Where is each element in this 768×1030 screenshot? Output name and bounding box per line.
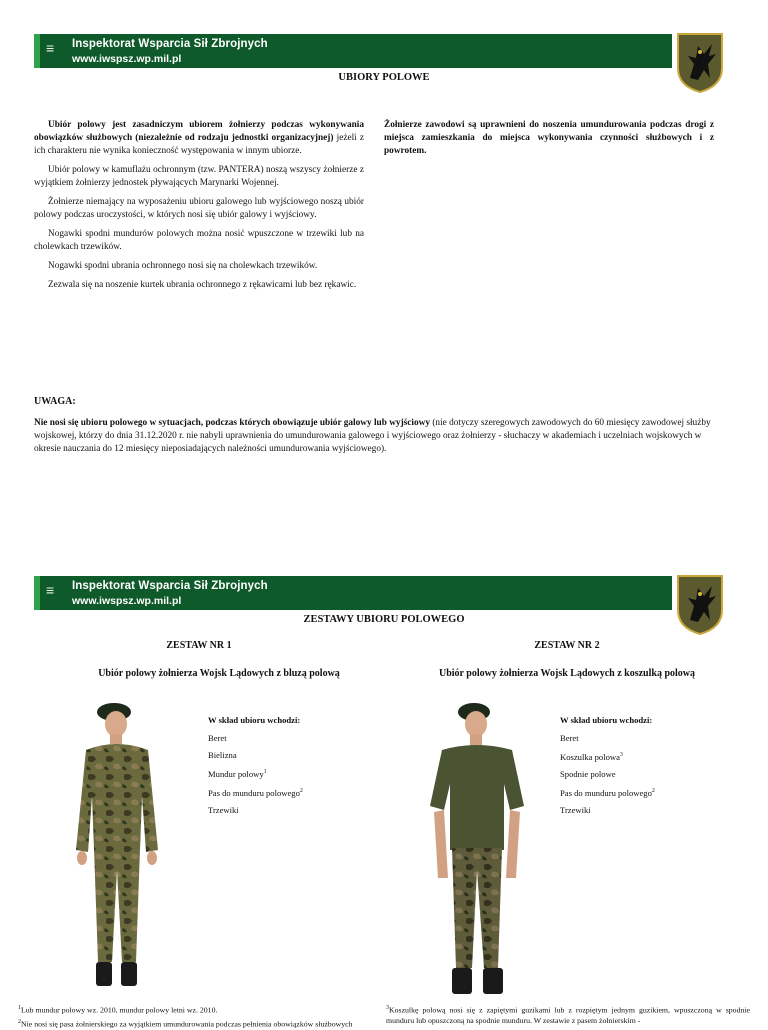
footnote-1: $^1$Lub mundur polowy wz. 2010, mundur polowy letni wz. 2010. <box>18 1005 218 1015</box>
soldier-camo-jacket-figure <box>68 700 168 992</box>
list-item: Pas do munduru polowego$^2$ <box>560 787 655 798</box>
menu-icon[interactable]: ≡ <box>46 582 55 598</box>
set2-list-heading: W skład ubioru wchodzi: <box>560 715 653 725</box>
org-url[interactable]: www.iwspsz.wp.mil.pl <box>72 53 182 65</box>
set1-list-heading: W skład ubioru wchodzi: <box>208 715 301 725</box>
banner-stripe <box>34 34 40 68</box>
header-banner-1 <box>34 34 672 68</box>
paragraph-trousers: Nogawki spodni mundurów polowych można nosić wpuszczone w trzewiki lub na cholewkach trzewików. <box>34 229 364 252</box>
list-item: Beret <box>208 733 227 743</box>
list-item: Trzewiki <box>560 804 591 815</box>
set2-title: ZESTAW NR 2 <box>534 640 600 651</box>
list-item: Pas do munduru polowego$^2$ <box>208 787 303 798</box>
page-title-2: ZESTAWY UBIORU POLOWEGO <box>303 614 465 625</box>
set1-items-list <box>208 712 303 819</box>
griffin-emblem-icon <box>676 574 724 636</box>
paragraph-jackets: Zezwala się na noszenie kurtek ubrania ochronnego z rękawicami lub bez rękawic. <box>48 280 357 290</box>
paragraph-pantera: Ubiór polowy w kamuflażu ochronnym (tzw. PANTERA) noszą wszyscy żołnierze z wyjątkiem żołnierzy jednostek pływających Marynarki Wojennej. <box>34 165 364 188</box>
uwaga-note: Nie nosi się ubioru polowego w sytuacjach, podczas których obowiązuje ubiór galowy lub wyjściowy (nie dotyczy szeregowych zawodowych do 60 miesięcy zawodowej służby wojskowej, którzy do dnia 31.12.2020 r. nie nabyli uprawnienia do umundurowania galowego i wyjściowego oraz żołnierzy - słuchaczy w akademiach i uczelniach wojskowych w okresie nauczania do 12 miesięcy nieposiadających należności umundurowania wyjściowego). <box>34 418 711 454</box>
menu-icon[interactable]: ≡ <box>46 40 55 56</box>
right-column: Żołnierze zawodowi są uprawnieni do noszenia umundurowania podczas drogi z miejsca zamieszkania do miejsca wykonywania czynności służbowych i z powrotem. <box>384 120 714 156</box>
griffin-emblem-icon <box>676 32 724 94</box>
set1-title: ZESTAW NR 1 <box>166 640 232 651</box>
paragraph-intro: Ubiór polowy jest zasadniczym ubiorem żołnierzy podczas wykonywania obowiązków służbowych (niezależnie od rodzaju jednostki organizacyjnej) jeżeli z ich charakteru nie wynika konieczność występowania w innym ubiorze. <box>34 120 364 156</box>
org-name: Inspektorat Wsparcia Sił Zbrojnych <box>72 38 268 50</box>
paragraph-protective-trousers: Nogawki spodni ubrania ochronnego nosi się na cholewkach trzewików. <box>48 261 318 271</box>
soldier-field-shirt-figure <box>428 700 528 1000</box>
list-item: Beret <box>560 733 579 743</box>
footnote-2: $^2$Nie nosi się pasa żołnierskiego za wyjątkiem umundurowania podczas pełnienia obowiązków służbowych <box>18 1019 353 1029</box>
set1-subtitle: Ubiór polowy żołnierza Wojsk Lądowych z bluzą polową <box>98 668 340 679</box>
org-name: Inspektorat Wsparcia Sił Zbrojnych <box>72 580 268 592</box>
paragraph-ceremony: Żołnierze niemający na wyposażeniu ubioru galowego lub wyjściowego noszą ubiór polowy podczas uroczystości, w których nosi się ubiór galowy i wyjściowy. <box>34 197 364 220</box>
list-item: Mundur polowy$^1$ <box>208 768 267 779</box>
list-item: Bielizna <box>208 750 237 760</box>
set2-items-list <box>560 712 655 819</box>
list-item: Trzewiki <box>208 804 239 815</box>
set2-subtitle: Ubiór polowy żołnierza Wojsk Lądowych z koszulką polową <box>438 668 696 679</box>
page-title-1: UBIORY POLOWE <box>338 72 430 83</box>
list-item: Spodnie polowe <box>560 768 616 779</box>
uwaga-label: UWAGA: <box>34 396 76 407</box>
left-column <box>34 119 364 298</box>
org-url[interactable]: www.iwspsz.wp.mil.pl <box>72 595 182 607</box>
list-item: Koszulka polowa$^3$ <box>560 751 623 762</box>
footnote-3: $^3$Koszulkę polową nosi się z zapiętymi guzikami lub z rozpiętym jednym guzikiem, wpuszczoną w spodnie munduru lub opuszczoną na spodnie munduru. W zestawie z pasem żołnierskim - <box>386 1005 750 1025</box>
header-banner-2 <box>34 576 672 610</box>
banner-stripe <box>34 576 40 610</box>
